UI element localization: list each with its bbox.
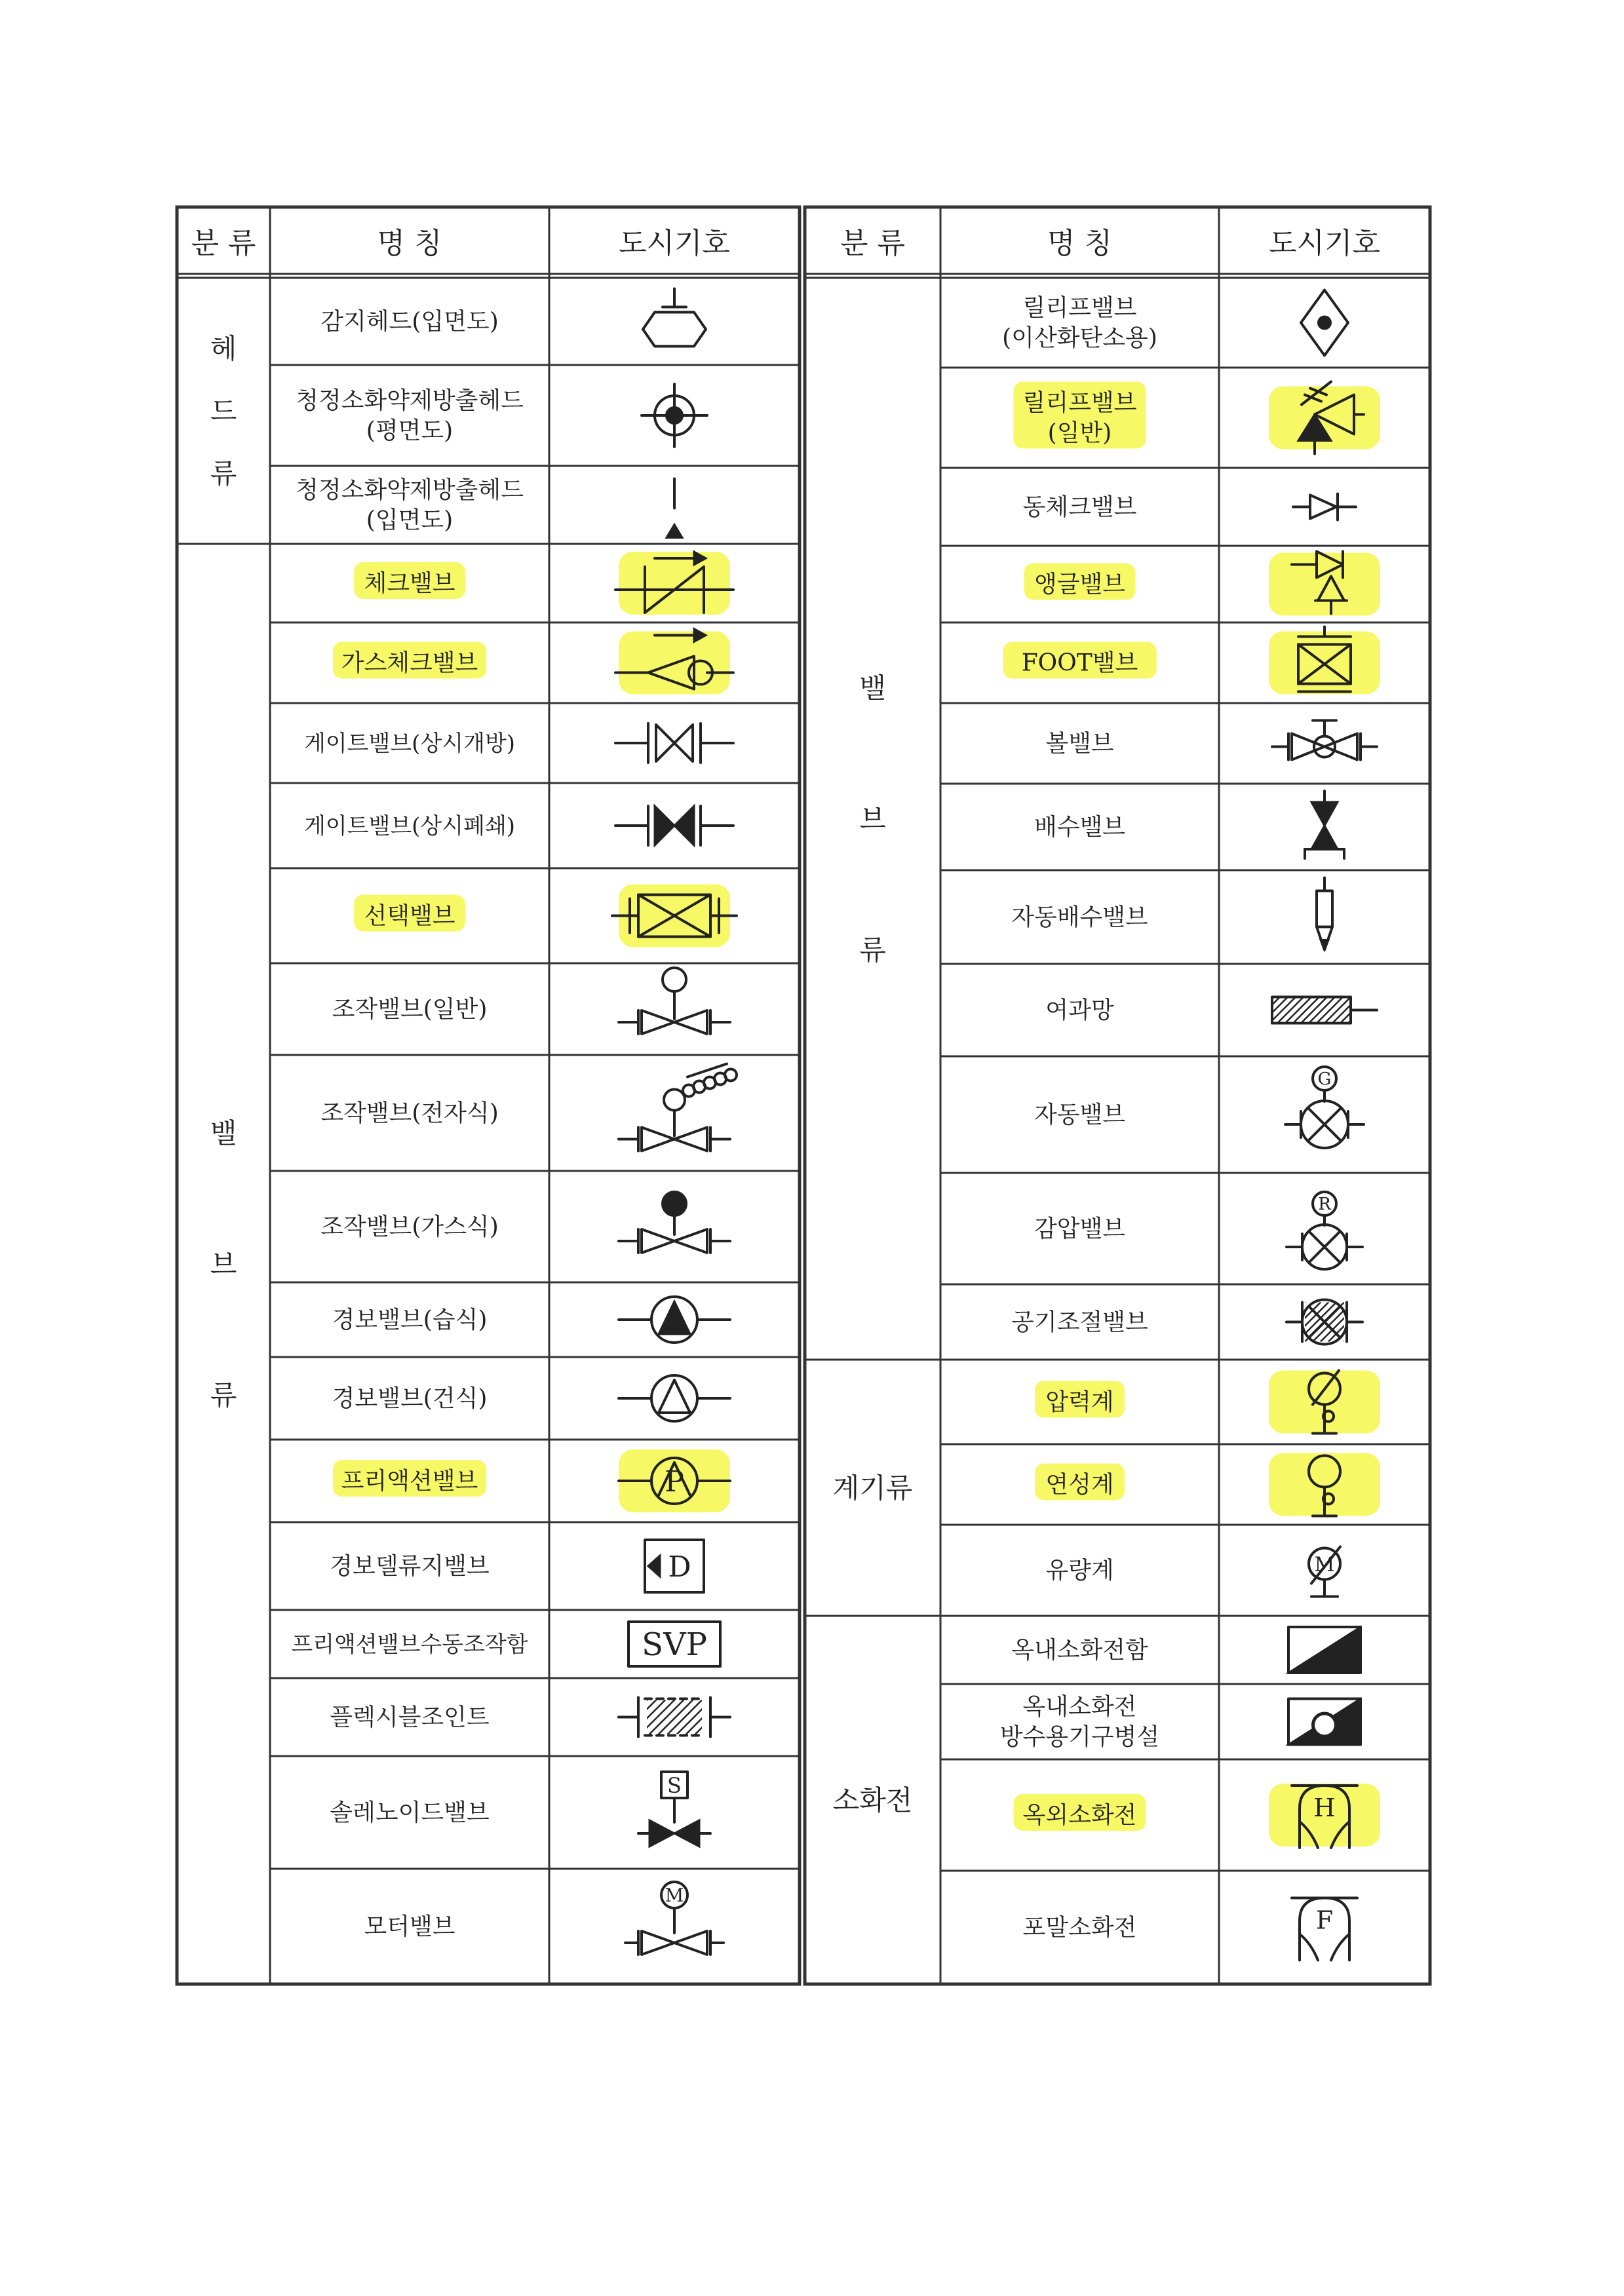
right-symbol-name: 옥내소화전 방수용기구병설 xyxy=(999,1693,1160,1751)
right-symbol-name: 앵글밸브 xyxy=(1034,571,1126,598)
header-right-symbol: 도시기호 xyxy=(1268,227,1381,260)
left-symbol-name: 경보델류지밸브 xyxy=(330,1553,490,1580)
symbol-glyph: P xyxy=(665,1465,684,1499)
left-symbol-name: 모터밸브 xyxy=(364,1913,455,1940)
symbol-glyph: G xyxy=(1317,1069,1332,1089)
left-symbol-name: 플렉시블조인트 xyxy=(330,1704,490,1731)
header-right-category: 분 류 xyxy=(840,227,905,260)
right-symbol-name: 볼밸브 xyxy=(1045,730,1114,757)
symbol-highlight xyxy=(619,552,730,615)
right-symbol-name: 자동밸브 xyxy=(1034,1101,1126,1128)
right-symbol-name: FOOT밸브 xyxy=(1021,649,1138,677)
left-symbol-name: 솔레노이드밸브 xyxy=(330,1799,490,1826)
right-symbol-name: 공기조절밸브 xyxy=(1011,1309,1148,1336)
symbol-glyph: H xyxy=(1313,1793,1336,1822)
right-symbol-name: 포말소화전 xyxy=(1022,1914,1137,1942)
svp-box-icon xyxy=(628,1622,720,1666)
left-category-label: 헤 드 류 xyxy=(210,332,237,490)
right-category-label: 계기류 xyxy=(832,1472,913,1504)
left-symbol-name: 프리액션밸브 xyxy=(341,1468,478,1495)
right-symbol-name: 연성계 xyxy=(1045,1471,1114,1499)
left-symbol-name: 조작밸브(가스식) xyxy=(320,1214,499,1240)
symbol-glyph: S xyxy=(667,1773,682,1798)
left-category-label: 밸 브 류 xyxy=(210,1117,237,1411)
left-symbol-name: 선택밸브 xyxy=(364,902,455,930)
symbol-glyph: D xyxy=(668,1550,691,1584)
left-symbol-name: 경보밸브(건식) xyxy=(332,1385,488,1412)
right-symbol-name: 릴리프밸브 (일반) xyxy=(1022,389,1137,447)
symbol-glyph: M xyxy=(1314,1553,1335,1577)
header-left-category: 분 류 xyxy=(191,227,256,260)
right-symbol-name: 여과망 xyxy=(1045,997,1114,1024)
left-symbol-name: 조작밸브(전자식) xyxy=(320,1100,499,1127)
header-left-symbol: 도시기호 xyxy=(618,227,731,260)
symbol-glyph: R xyxy=(1318,1195,1331,1214)
right-symbol-name: 유량계 xyxy=(1045,1557,1114,1584)
header-left-name: 명 칭 xyxy=(377,227,442,260)
right-category-label: 밸 브 류 xyxy=(859,672,886,966)
right-symbol-name: 감압밸브 xyxy=(1034,1215,1126,1242)
right-symbol-name: 옥외소화전 xyxy=(1022,1802,1137,1829)
right-symbol-name: 자동배수밸브 xyxy=(1011,904,1148,931)
right-symbol-name: 압력계 xyxy=(1045,1388,1114,1416)
left-symbol-name: 감지헤드(입면도) xyxy=(320,308,499,335)
right-symbol-name: 동체크밸브 xyxy=(1022,493,1137,521)
right-symbol-name: 배수밸브 xyxy=(1034,814,1126,841)
symbol-glyph: M xyxy=(665,1885,684,1906)
left-symbol-name: 청정소화약제방출헤드 (평면도) xyxy=(296,387,524,444)
left-symbol-name: 가스체크밸브 xyxy=(341,649,478,677)
header-right-name: 명 칭 xyxy=(1047,227,1112,260)
left-symbol-name: 게이트밸브(상시개방) xyxy=(303,731,516,757)
left-symbol-name: 프리액션밸브수동조작함 xyxy=(291,1632,528,1658)
symbol-glyph: SVP xyxy=(642,1626,707,1663)
symbol-highlight xyxy=(1269,553,1380,616)
right-symbol-name: 릴리프밸브 (이산화탄소용) xyxy=(1002,294,1157,352)
right-symbol-name: 옥내소화전함 xyxy=(1011,1637,1148,1664)
left-symbol-name: 경보밸브(습식) xyxy=(332,1307,488,1333)
left-symbol-name: 체크밸브 xyxy=(364,570,455,597)
left-symbol-name: 청정소화약제방출헤드 (입면도) xyxy=(296,476,524,534)
left-symbol-name: 조작밸브(일반) xyxy=(332,996,488,1023)
left-symbol-name: 게이트밸브(상시폐쇄) xyxy=(303,813,516,839)
symbol-glyph: F xyxy=(1315,1905,1334,1935)
right-category-label: 소화전 xyxy=(832,1784,913,1816)
